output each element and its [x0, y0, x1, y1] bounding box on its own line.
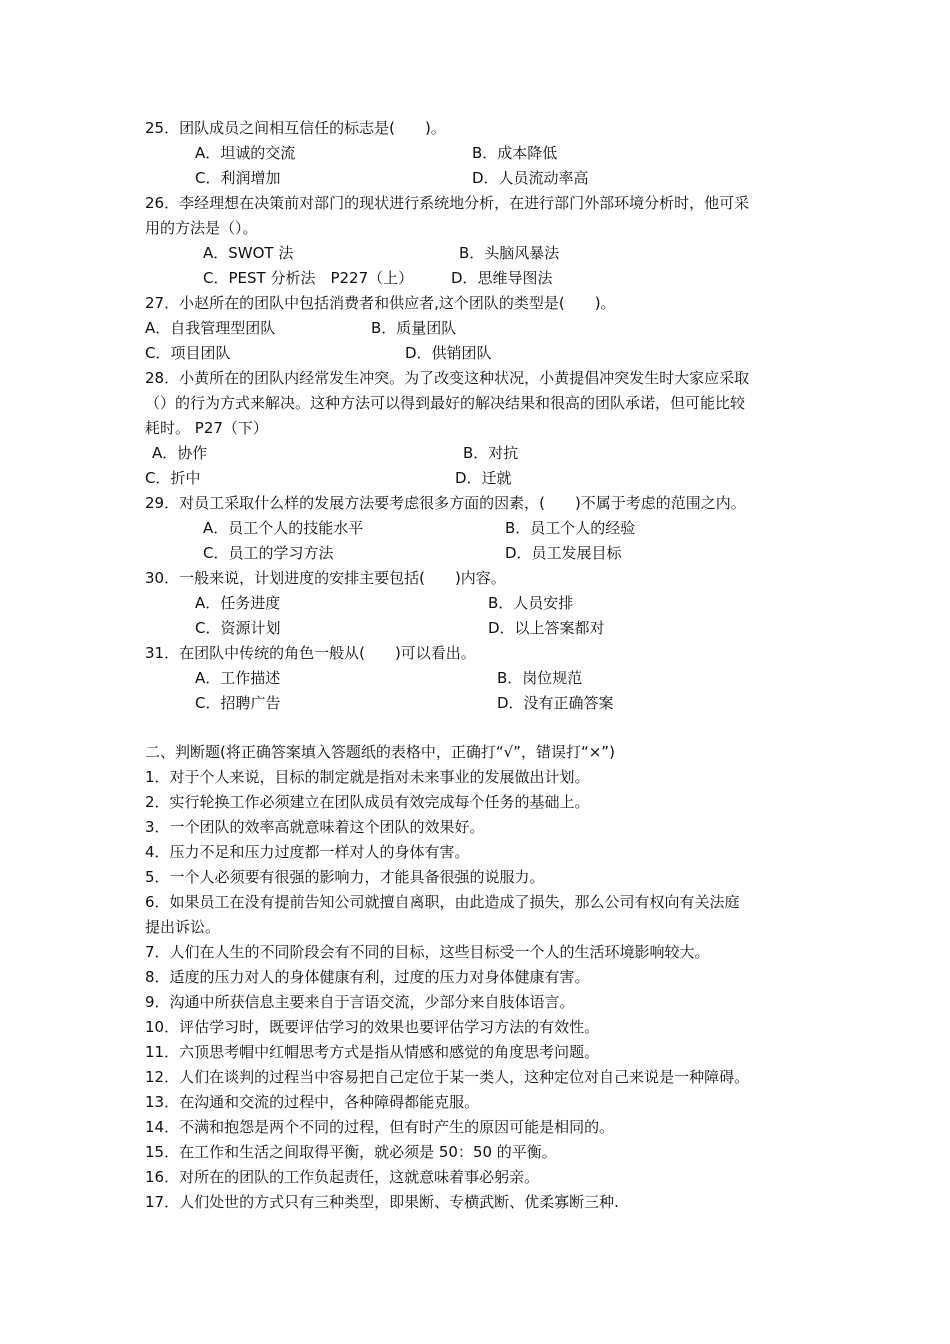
question-28-option-d: D．迁就	[455, 469, 512, 487]
question-31-stem: 31．在团队中传统的角色一般从( )可以看出。	[145, 644, 476, 662]
true-false-item: 15．在工作和生活之间取得平衡，就必须是 50：50 的平衡。	[145, 1143, 557, 1161]
question-28-stem-line-1: 28．小黄所在的团队内经常发生冲突。为了改变这种状况，小黄提倡冲突发生时大家应采取	[145, 369, 750, 387]
true-false-item: 11．六顶思考帽中红帽思考方式是指从情感和感觉的角度思考问题。	[145, 1043, 600, 1061]
true-false-item: 3．一个团队的效率高就意味着这个团队的效果好。	[145, 818, 485, 836]
question-30-stem: 30．一般来说，计划进度的安排主要包括( )内容。	[145, 569, 506, 587]
question-28-option-b: B．对抗	[463, 444, 519, 462]
question-28-option-a: A．协作	[152, 444, 208, 462]
question-25-option-d: D．人员流动率高	[472, 169, 589, 187]
true-false-item: 10．评估学习时，既要评估学习的效果也要评估学习方法的有效性。	[145, 1018, 600, 1036]
question-29-stem: 29．对员工采取什么样的发展方法要考虑很多方面的因素，( )不属于考虑的范围之内。	[145, 494, 746, 512]
true-false-item-continuation: 提出诉讼。	[145, 918, 221, 936]
question-26-option-b: B．头脑风暴法	[459, 244, 560, 262]
section-2-heading: 二、判断题(将正确答案填入答题纸的表格中，正确打“√”，错误打“×”)	[145, 743, 615, 761]
question-26-stem-line-1: 26．李经理想在决策前对部门的现状进行系统地分析，在进行部门外部环境分析时，他可采	[145, 194, 750, 212]
question-28-option-c: C．折中	[145, 469, 201, 487]
question-30-option-c: C．资源计划	[195, 619, 281, 637]
question-30-option-a: A．任务进度	[195, 594, 281, 612]
question-25-option-b: B．成本降低	[472, 144, 558, 162]
question-29-option-b: B．员工个人的经验	[505, 519, 636, 537]
true-false-item: 13．在沟通和交流的过程中，各种障碍都能克服。	[145, 1093, 480, 1111]
question-27-stem: 27．小赵所在的团队中包括消费者和供应者,这个团队的类型是( )。	[145, 294, 616, 312]
true-false-item: 14．不满和抱怨是两个不同的过程，但有时产生的原因可能是相同的。	[145, 1118, 615, 1136]
true-false-item: 4．压力不足和压力过度都一样对人的身体有害。	[145, 843, 470, 861]
true-false-item: 6．如果员工在没有提前告知公司就擅自离职，由此造成了损失，那么公司有权向有关法庭	[145, 893, 740, 911]
true-false-item: 16．对所在的团队的工作负起责任，这就意味着事必躬亲。	[145, 1168, 540, 1186]
question-28-stem-line-3: 耗时。 P27（下）	[145, 419, 268, 437]
question-31-option-c: C．招聘广告	[195, 694, 281, 712]
question-29-option-a: A．员工个人的技能水平	[203, 519, 364, 537]
question-25-stem: 25．团队成员之间相互信任的标志是( )。	[145, 119, 446, 137]
question-26-stem-line-2: 用的方法是（）。	[145, 219, 258, 237]
question-29-option-d: D．员工发展目标	[505, 544, 622, 562]
question-31-option-a: A．工作描述	[195, 669, 281, 687]
question-27-option-d: D．供销团队	[405, 344, 492, 362]
true-false-item: 7．人们在人生的不同阶段会有不同的目标，这些目标受一个人的生活环境影响较大。	[145, 943, 710, 961]
true-false-item: 5．一个人必须要有很强的影响力，才能具备很强的说服力。	[145, 868, 545, 886]
question-25-option-a: A．坦诚的交流	[195, 144, 296, 162]
true-false-item: 2．实行轮换工作必须建立在团队成员有效完成每个任务的基础上。	[145, 793, 590, 811]
question-31-option-b: B．岗位规范	[497, 669, 583, 687]
question-25-option-c: C．利润增加	[195, 169, 281, 187]
question-29-option-c: C．员工的学习方法	[203, 544, 334, 562]
question-30-option-b: B．人员安排	[488, 594, 574, 612]
question-27-option-c: C．项目团队	[145, 344, 231, 362]
true-false-item: 8．适度的压力对人的身体健康有利，过度的压力对身体健康有害。	[145, 968, 590, 986]
question-26-option-a: A．SWOT 法	[203, 244, 294, 262]
question-26-option-c: C．PEST 分析法 P227（上）	[203, 269, 414, 287]
true-false-item: 9．沟通中所获信息主要来自于言语交流，少部分来自肢体语言。	[145, 993, 575, 1011]
question-27-option-b: B．质量团队	[371, 319, 457, 337]
true-false-item: 12．人们在谈判的过程当中容易把自己定位于某一类人，这种定位对自己来说是一种障碍。	[145, 1068, 750, 1086]
true-false-item: 17．人们处世的方式只有三种类型，即果断、专横武断、优柔寡断三种.	[145, 1193, 619, 1211]
true-false-item: 1．对于个人来说，目标的制定就是指对未来事业的发展做出计划。	[145, 768, 590, 786]
question-31-option-d: D．没有正确答案	[497, 694, 614, 712]
question-26-option-d: D．思维导图法	[451, 269, 553, 287]
question-30-option-d: D．以上答案都对	[488, 619, 605, 637]
question-27-option-a: A．自我管理型团队	[145, 319, 276, 337]
question-28-stem-line-2: （）的行为方式来解决。这种方法可以得到最好的解决结果和很高的团队承诺，但可能比较	[145, 394, 746, 412]
